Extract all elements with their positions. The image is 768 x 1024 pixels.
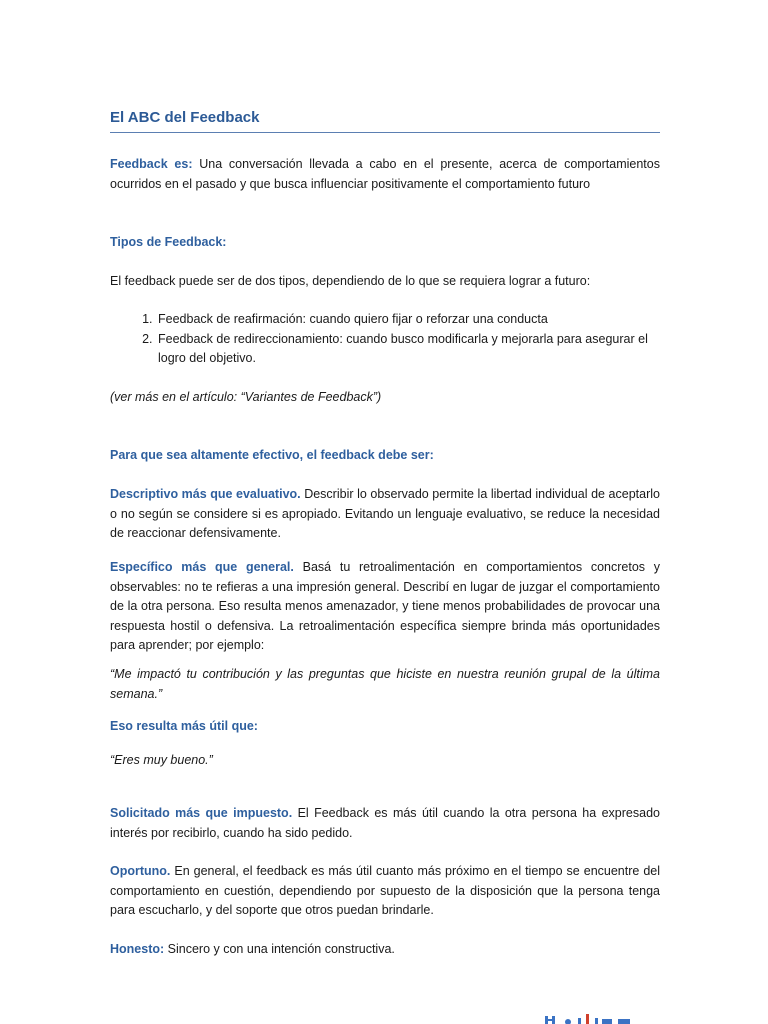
types-heading: Tipos de Feedback: bbox=[110, 235, 227, 249]
definition-text: Una conversación llevada a cabo en el presente, acerca de comportamientos ocurridos en el pasado y que busca influenciar positivamente el comportamiento futuro bbox=[110, 157, 660, 191]
honesto-text: Sincero y con una intención constructiva. bbox=[167, 942, 395, 956]
oportuno-paragraph bbox=[110, 862, 660, 921]
descriptivo-text: Describir lo observado permite la libertad individual de aceptarlo o no según se considere si es apropiado. Evitando un lenguaje evaluativo, se reduce la necesidad de reaccionar defensivamente. bbox=[110, 487, 660, 540]
effective-heading: Para que sea altamente efectivo, el feedback debe ser: bbox=[110, 448, 434, 462]
logo-graphic bbox=[540, 1010, 640, 1024]
company-logo bbox=[540, 1010, 640, 1024]
types-intro: El feedback puede ser de dos tipos, dependiendo de lo que se requiera lograr a futuro: bbox=[110, 274, 591, 288]
oportuno-text: En general, el feedback es más útil cuanto más próximo en el tiempo se encuentre del comportamiento en cuestión, dependiendo por supuesto de la disposición que la persona tenga para escucharlo, y del soporte que otros puedan brindarle. bbox=[110, 864, 660, 917]
page-title: El ABC del Feedback bbox=[110, 108, 660, 133]
especifico-label: Específico más que general. bbox=[110, 560, 294, 574]
honesto-label: Honesto: bbox=[110, 942, 165, 956]
solicitado-label: Solicitado más que impuesto. bbox=[110, 806, 293, 820]
solicitado-paragraph bbox=[110, 804, 660, 843]
article-note: (ver más en el artículo: “Variantes de Feedback”) bbox=[110, 390, 382, 404]
descriptivo-label: Descriptivo más que evaluativo. bbox=[110, 487, 301, 501]
short-quote: “Eres muy bueno.” bbox=[110, 753, 213, 767]
descriptivo-paragraph bbox=[110, 485, 660, 544]
example-quote: “Me impactó tu contribución y las preguntas que hiciste en nuestra reunión grupal de la última semana.” bbox=[110, 667, 660, 701]
list-item: 2. Feedback de redireccionamiento: cuando busco modificarla y mejorarla para asegurar el logro del objetivo. bbox=[156, 330, 660, 369]
especifico-paragraph bbox=[110, 558, 660, 656]
solicitado-text: El Feedback es más útil cuando la otra persona ha expresado interés por recibirlo, cuando ha sido pedido. bbox=[110, 806, 660, 840]
definition-paragraph bbox=[110, 155, 660, 194]
types-list bbox=[110, 310, 660, 369]
honesto-paragraph bbox=[110, 940, 660, 960]
util-heading: Eso resulta más útil que: bbox=[110, 719, 258, 733]
oportuno-label: Oportuno. bbox=[110, 864, 171, 878]
list-item: 1. Feedback de reafirmación: cuando quiero fijar o reforzar una conducta bbox=[156, 310, 660, 330]
especifico-text: Basá tu retroalimentación en comportamientos concretos y observables: no te refieras a una impresión general. Describí en lugar de juzgar el comportamiento de la otra persona. Eso resulta menos amenazador, y tiene menos probabilidades de provocar una respuesta hostil o defensiva. La retroalimentación específica siempre brinda más oportunidades para aprender; por ejemplo: bbox=[110, 560, 660, 652]
definition-label: Feedback es: bbox=[110, 157, 193, 171]
